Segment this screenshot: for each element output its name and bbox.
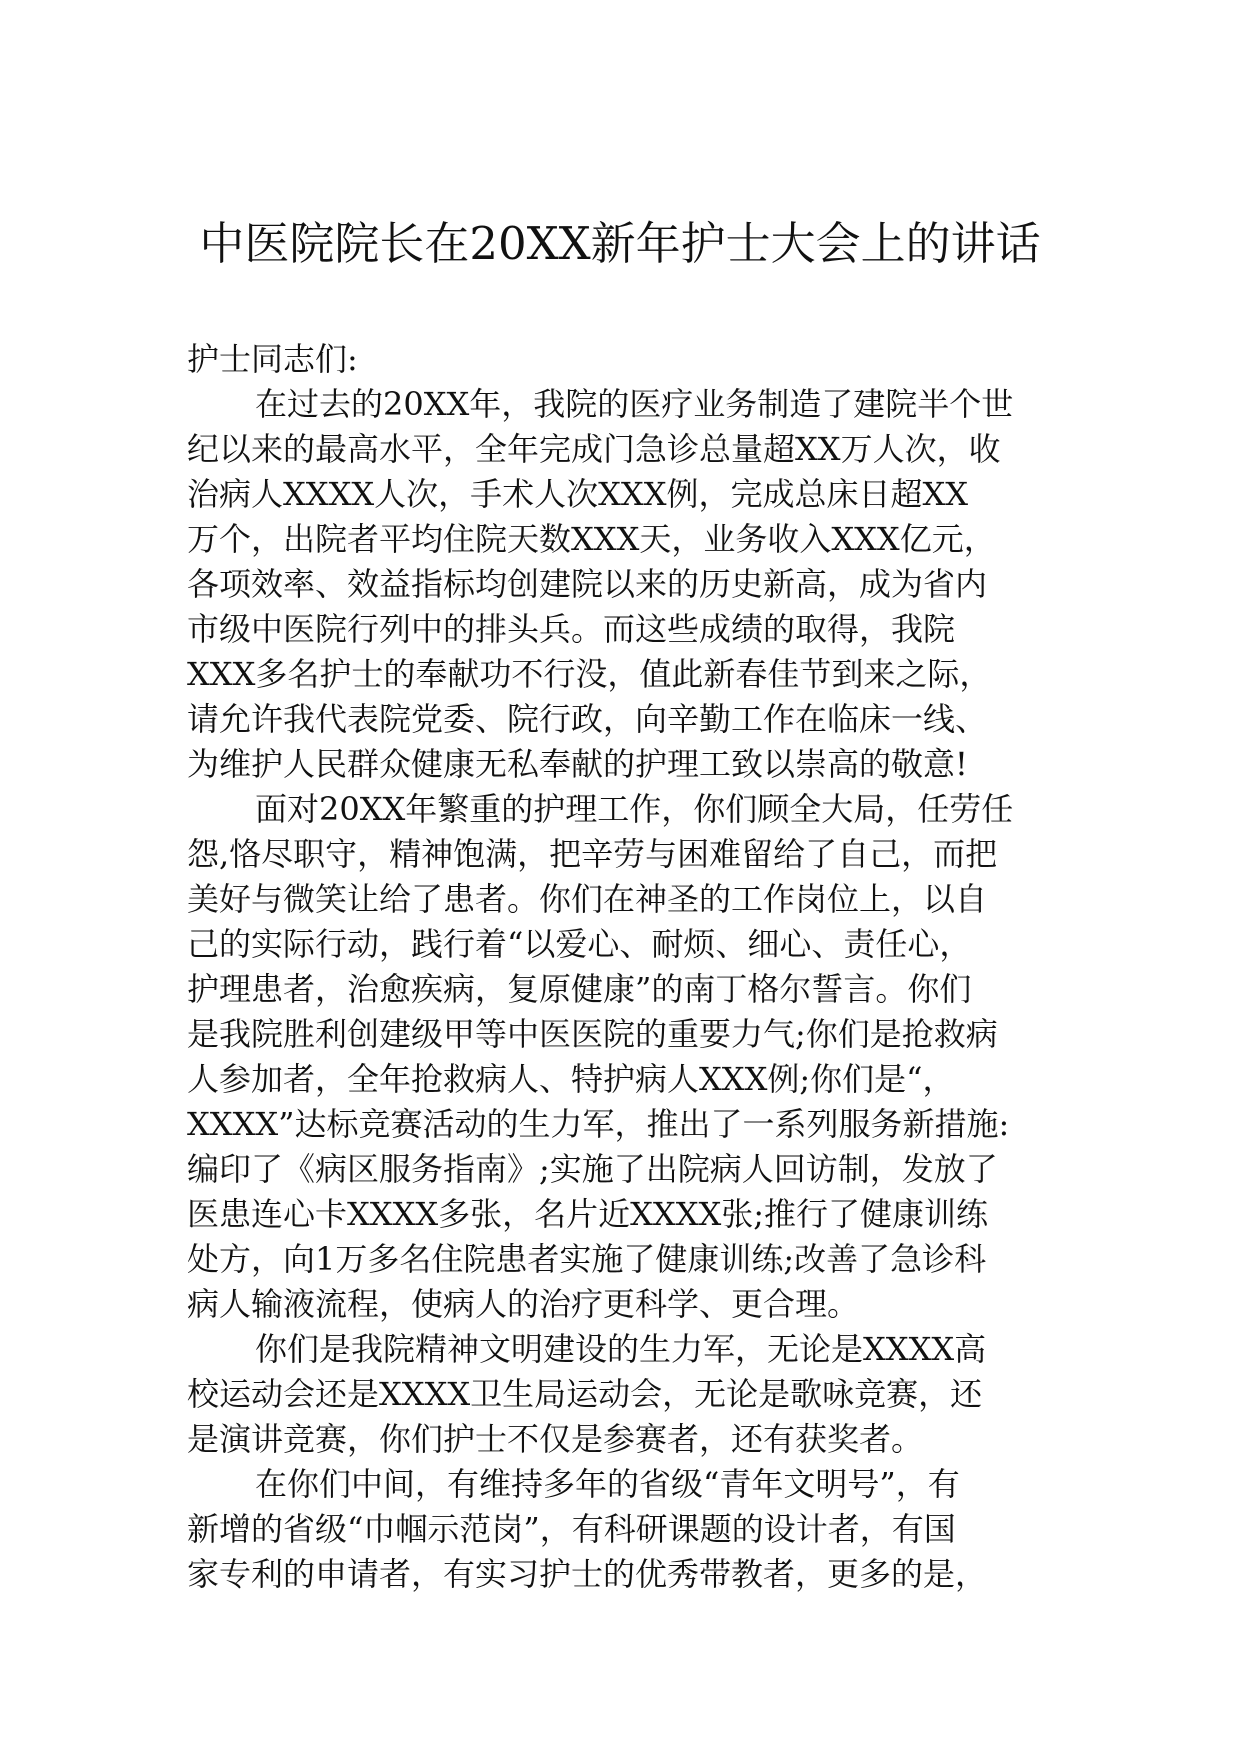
- text-line: 纪以来的最高水平，全年完成门急诊总量超XX万人次，收: [187, 430, 1001, 468]
- text-line: 市级中医院行列中的排头兵。而这些成绩的取得，我院: [187, 610, 956, 648]
- text-line: 是演讲竞赛，你们护士不仅是参赛者，还有获奖者。: [187, 1420, 924, 1458]
- text-line: 家专利的申请者，有实习护士的优秀带教者，更多的是，: [187, 1555, 988, 1593]
- text-line: 在过去的20XX年，我院的医疗业务制造了建院半个世: [255, 385, 1014, 423]
- text-line: 医患连心卡XXXX多张，名片近XXXX张;推行了健康训练: [187, 1195, 989, 1233]
- text-line: 己的实际行动，践行着“以爱心、耐烦、细心、责任心，: [187, 925, 972, 963]
- text-line: 为维护人民群众健康无私奉献的护理工致以崇高的敬意!: [187, 745, 968, 783]
- document-body: [187, 337, 1067, 1597]
- text-line: 病人输液流程，使病人的治疗更科学、更合理。: [187, 1285, 860, 1323]
- text-line: 治病人XXXX人次，手术人次XXX例，完成总床日超XX: [187, 475, 969, 513]
- body-text: [187, 382, 1067, 1597]
- text-line: 校运动会还是XXXX卫生局运动会，无论是歌咏竞赛，还: [187, 1375, 983, 1413]
- document-title: 中医院院长在20XX新年护士大会上的讲话: [199, 217, 1041, 270]
- text-line: 是我院胜利创建级甲等中医医院的重要力气;你们是抢救病: [187, 1015, 998, 1053]
- text-line: XXX多名护士的奉献功不行没，值此新春佳节到来之际，: [187, 655, 992, 693]
- text-line: 面对20XX年繁重的护理工作，你们顾全大局，任劳任: [255, 790, 1014, 828]
- text-line: 编印了《病区服务指南》;实施了出院病人回访制，发放了: [187, 1150, 998, 1188]
- text-line: 怨,恪尽职守，精神饱满，把辛劳与困难留给了自己，而把: [187, 835, 998, 873]
- text-line: 请允许我代表院党委、院行政，向辛勤工作在临床一线、: [187, 700, 988, 738]
- text-line: XXXX”达标竞赛活动的生力军，推出了一系列服务新措施:: [187, 1105, 1010, 1143]
- text-line: 各项效率、效益指标均创建院以来的历史新高，成为省内: [187, 565, 988, 603]
- greeting: 护士同志们:: [187, 340, 358, 378]
- text-line: 在你们中间，有维持多年的省级“青年文明号”，有: [255, 1465, 960, 1503]
- text-line: 你们是我院精神文明建设的生力军，无论是XXXX高: [255, 1330, 987, 1368]
- text-line: 护理患者，治愈疾病，复原健康”的南丁格尔誓言。你们: [187, 970, 972, 1008]
- text-line: 处方，向1万多名住院患者实施了健康训练;改善了急诊科: [187, 1240, 987, 1278]
- text-line: 新增的省级“巾帼示范岗”，有科研课题的设计者，有国: [187, 1510, 956, 1548]
- text-line: 人参加者，全年抢救病人、特护病人XXX例;你们是“，: [187, 1060, 955, 1098]
- text-line: 美好与微笑让给了患者。你们在神圣的工作岗位上，以自: [187, 880, 988, 918]
- text-line: 万个，出院者平均住院天数XXX天，业务收入XXX亿元，: [187, 520, 996, 558]
